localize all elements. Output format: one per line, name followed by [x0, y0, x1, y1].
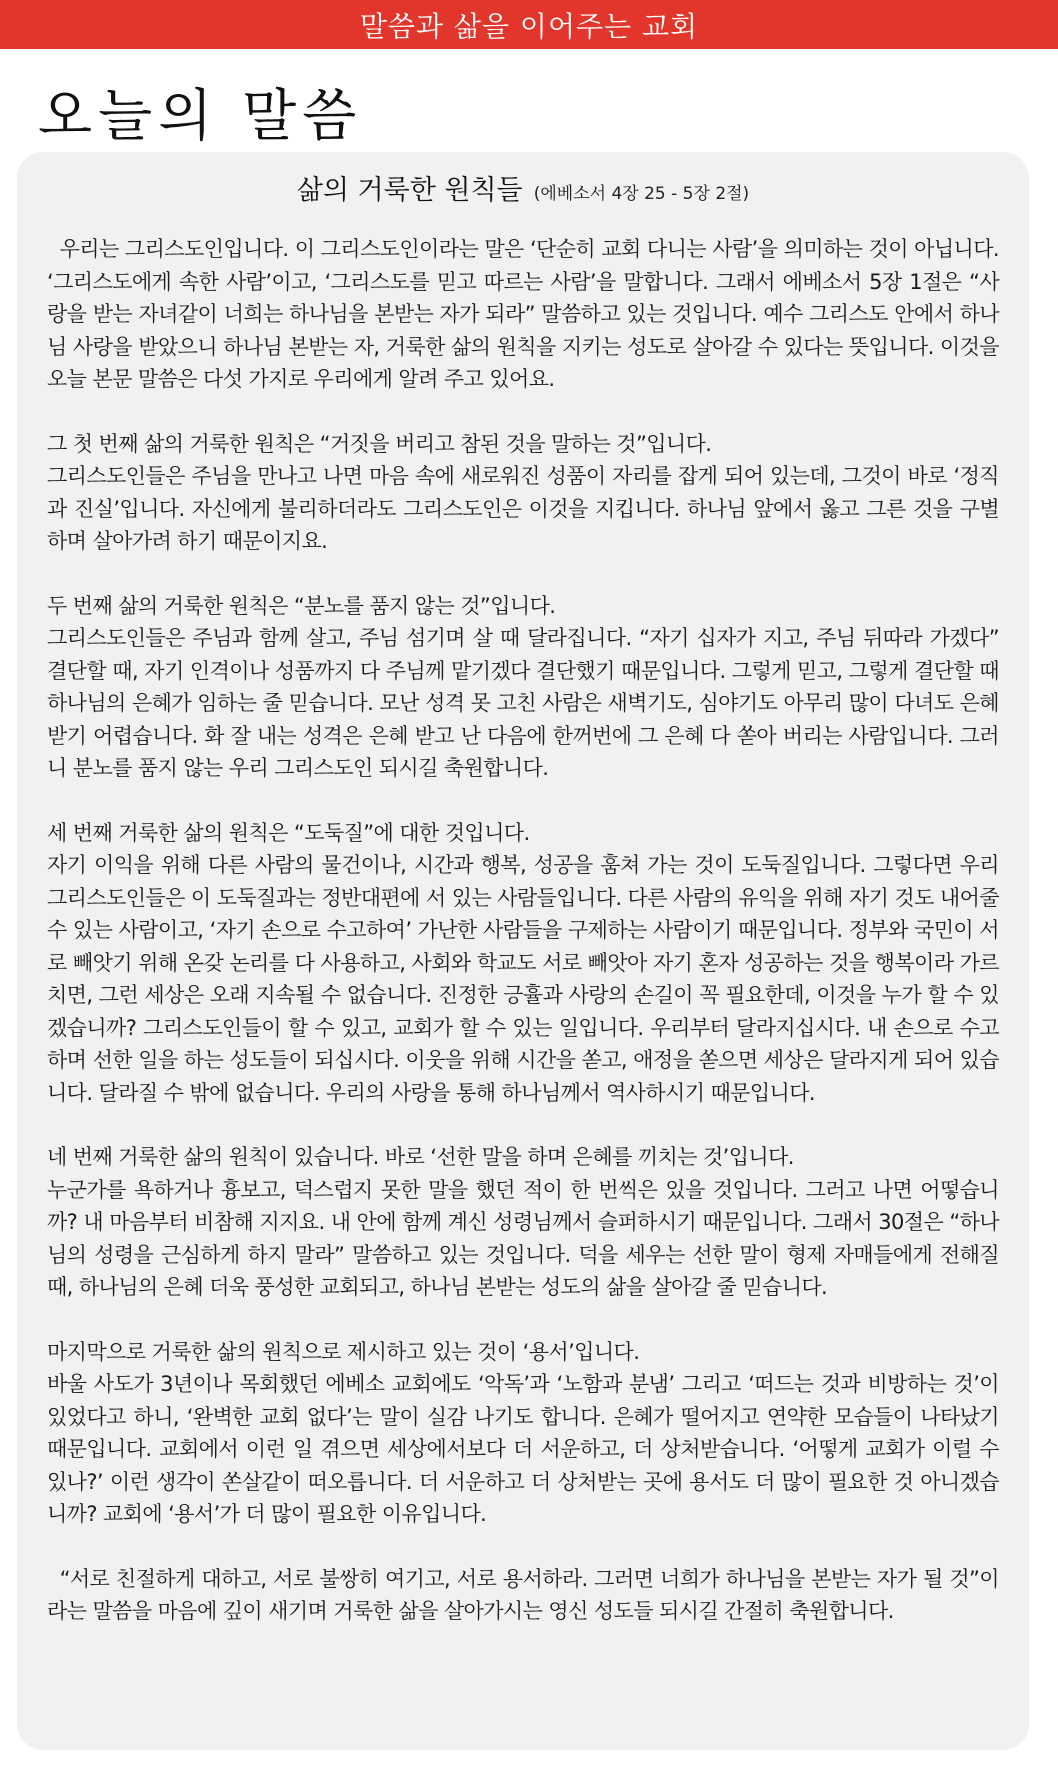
principle-heading: 마지막으로 거룩한 삶의 원칙으로 제시하고 있는 것이 ‘용서’입니다.	[47, 1339, 640, 1364]
sermon-paragraph	[47, 1336, 999, 1531]
sermon-paragraph	[47, 428, 999, 558]
church-banner	[0, 0, 1058, 49]
sermon-card	[17, 152, 1029, 1750]
principle-heading: 두 번째 삶의 거룩한 원칙은 “분노를 품지 않는 것”입니다.	[47, 593, 556, 618]
sermon-paragraph	[47, 817, 999, 1110]
paragraph-text: 바울 사도가 3년이나 목회했던 에베소 교회에도 ‘악독’과 ‘노함과 분냄’ 그리고 ‘떠드는 것과 비방하는 것’이 있었다고 하니, ‘완벽한 교회 없다’는 말이 실감 나기도 합니다. 은혜가 떨어지고 연약한 모습들이 나타났기 때문입니다. 교회에서 이런 일 겪으면 세상에서보다 더 서운하고, 더 상처받습니다. ‘어떻게 교회가 이럴 수 있나?’ 이런 생각이 쏜살같이 떠오릅니다. 더 서운하고 더 상처받는 곳에 용서도 더 많이 필요한 것 아니겠습니까? 교회에 ‘용서’가 더 많이 필요한 이유입니다.	[47, 1372, 999, 1526]
principle-heading: 세 번째 거룩한 삶의 원칙은 “도둑질”에 대한 것입니다.	[47, 820, 530, 845]
page-title: 오늘의 말씀	[38, 84, 363, 149]
sermon-title: 삶의 거룩한 원칙들	[296, 175, 523, 206]
paragraph-text: 자기 이익을 위해 다른 사람의 물건이나, 시간과 행복, 성공을 훔쳐 가는 것이 도둑질입니다. 그렇다면 우리 그리스도인들은 이 도둑질과는 정반대편에 서 있는 사람들입니다. 다른 사람의 유익을 위해 자기 것도 내어줄 수 있는 사람이고, ‘자기 손으로 수고하여’ 가난한 사람들을 구제하는 사람이기 때문입니다. 정부와 국민이 서로 빼앗기 위해 온갖 논리를 다 사용하고, 사회와 학교도 서로 빼앗아 자기 혼자 성공하는 것을 행복이라 가르치면, 그런 세상은 오래 지속될 수 없습니다. 진정한 긍휼과 사랑의 손길이 꼭 필요한데, 이것을 누가 할 수 있겠습니까? 그리스도인들이 할 수 있고, 교회가 할 수 있는 일입니다. 우리부터 달라지십시다. 내 손으로 수고하며 선한 일을 하는 성도들이 되십시다. 이웃을 위해 시간을 쏟고, 애정을 쏟으면 세상은 달라지게 되어 있습니다. 달라질 수 밖에 없습니다. 우리의 사랑을 통해 하나님께서 역사하시기 때문입니다.	[47, 853, 999, 1105]
principle-heading: 그 첫 번째 삶의 거룩한 원칙은 “거짓을 버리고 참된 것을 말하는 것”입니다.	[47, 431, 712, 456]
paragraph-text: 누군가를 욕하거나 흉보고, 덕스럽지 못한 말을 했던 적이 한 번씩은 있을 것입니다. 그러고 나면 어떻습니까? 내 마음부터 비참해 지지요. 내 안에 함께 계신 성령님께서 슬퍼하시기 때문입니다. 그래서 30절은 “하나님의 성령을 근심하게 하지 말라” 말씀하고 있는 것입니다. 덕을 세우는 선한 말이 형제 자매들에게 전해질 때, 하나님의 은혜 더욱 풍성한 교회되고, 하나님 본받는 성도의 삶을 살아갈 줄 믿습니다.	[47, 1177, 999, 1299]
principle-heading: 네 번째 거룩한 삶의 원칙이 있습니다. 바로 ‘선한 말을 하며 은혜를 끼치는 것’입니다.	[47, 1145, 794, 1169]
paragraph-text: “서로 친절하게 대하고, 서로 불쌍히 여기고, 서로 용서하라. 그러면 너희가 하나님을 본받는 자가 될 것”이라는 말씀을 마음에 깊이 새기며 거룩한 삶을 살아가시는 영신 성도들 되시길 간절히 축원합니다.	[47, 1566, 999, 1623]
paragraph-text: 그리스도인들은 주님과 함께 살고, 주님 섬기며 살 때 달라집니다. “자기 십자가 지고, 주님 뒤따라 가겠다” 결단할 때, 자기 인격이나 성품까지 다 주님께 맡기겠다 결단했기 때문입니다. 그렇게 믿고, 그렇게 결단할 때 하나님의 은혜가 임하는 줄 믿습니다. 모난 성격 못 고친 사람은 새벽기도, 심야기도 아무리 많이 다녀도 은혜 받기 어렵습니다. 화 잘 내는 성격은 은혜 받고 난 다음에 한꺼번에 그 은혜 다 쏟아 버리는 사람입니다. 그러니 분노를 품지 않는 우리 그리스도인 되시길 축원합니다.	[47, 626, 999, 780]
sermon-paragraph	[47, 590, 999, 785]
paragraph-text: 그리스도인들은 주님을 만나고 나면 마음 속에 새로워진 성품이 자리를 잡게 되어 있는데, 그것이 바로 ‘정직과 진실’입니다. 자신에게 불리하더라도 그리스도인은 이것을 지킵니다. 하나님 앞에서 옳고 그른 것을 구별하며 살아가려 하기 때문이지요.	[47, 464, 999, 553]
paragraph-text: 우리는 그리스도인입니다. 이 그리스도인이라는 말은 ‘단순히 교회 다니는 사람’을 의미하는 것이 아닙니다. ‘그리스도에게 속한 사람’이고, ‘그리스도를 믿고 따르는 사람’을 말합니다. 그래서 에베소서 5장 1절은 “사랑을 받는 자녀같이 너희는 하나님을 본받는 자가 되라” 말씀하고 있는 것입니다. 예수 그리스도 안에서 하나님 사랑을 받았으니 하나님 본받는 자, 거룩한 삶의 원칙을 지키는 성도로 살아갈 수 있다는 뜻입니다. 이것을 오늘 본문 말씀은 다섯 가지로 우리에게 알려 주고 있어요.	[47, 237, 999, 391]
sermon-closing	[47, 1563, 999, 1628]
scripture-reference: (에베소서 4장 25 - 5장 2절)	[533, 184, 750, 204]
sermon-header	[47, 168, 999, 207]
sermon-paragraph	[47, 233, 999, 396]
banner-text: 말씀과 삶을 이어주는 교회	[359, 9, 699, 43]
sermon-paragraph	[47, 1141, 999, 1304]
